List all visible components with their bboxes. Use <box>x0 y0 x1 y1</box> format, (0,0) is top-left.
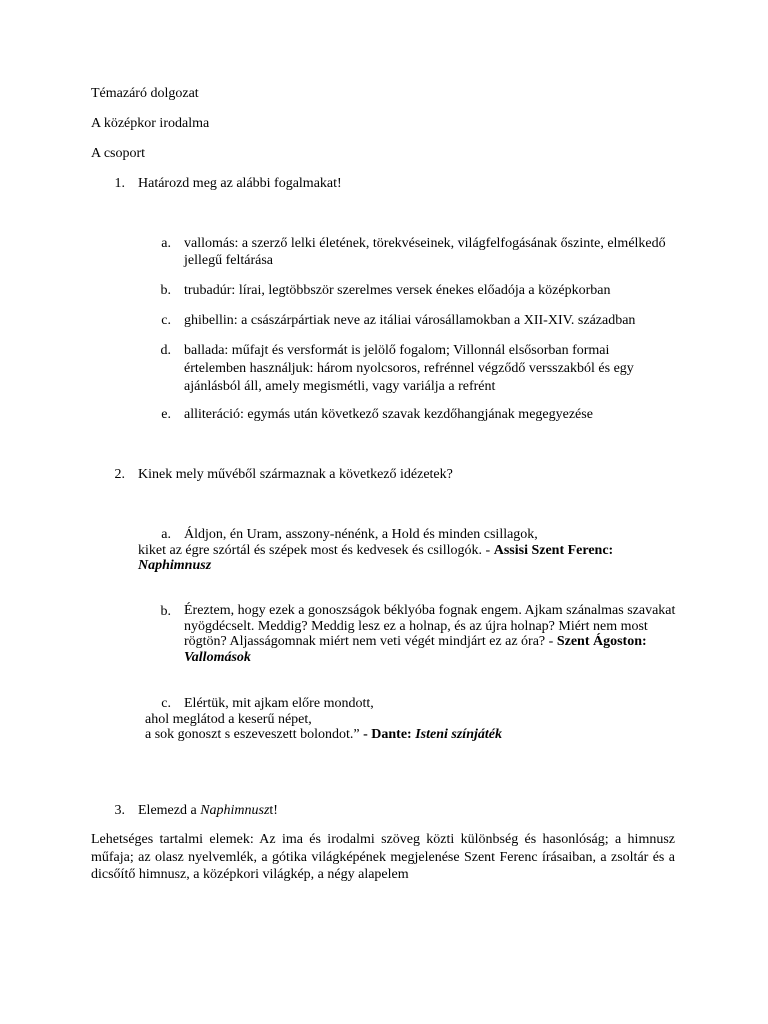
q2-c-letter: c. <box>161 696 171 711</box>
q2-prompt: Kinek mely művéből származnak a következő idézetek? <box>138 467 453 482</box>
q1-item-d-letter: d. <box>160 343 171 358</box>
document-subject: A középkor irodalma <box>91 116 210 131</box>
q3-prompt-italic: Naphimnusz <box>200 803 270 818</box>
q2-b-letter: b. <box>160 604 171 619</box>
q2-a-work: Naphimnusz <box>138 558 212 573</box>
q2-c-quote-end: a sok gonoszt s eszeveszett bolondot.” <box>145 727 364 742</box>
q1-item-c-text: ghibellin: a császárpártiak neve az itáliai városállamokban a XII-XIV. században <box>184 313 636 328</box>
q2-b-quote <box>184 603 679 665</box>
q2-a-line1: Áldjon, én Uram, asszony-nénénk, a Hold és minden csillagok, <box>184 527 538 542</box>
q1-item-e-text: alliteráció: egymás után következő szavak kezdőhangjának megegyezése <box>184 407 593 422</box>
document-title: Témazáró dolgozat <box>91 86 199 101</box>
q3-prompt-before: Elemezd a <box>138 803 201 818</box>
q1-item-a-text: vallomás: a szerző lelki életének, törekvéseinek, világfelfogásának őszinte, elmélkedő jellegű feltárása <box>184 236 666 268</box>
q2-c-line1: Elértük, mit ajkam előre mondott, <box>184 696 374 711</box>
q1-item-c-letter: c. <box>161 313 171 328</box>
q2-a-author: Assisi Szent Ferenc: <box>493 543 614 558</box>
q1-item-a-letter: a. <box>161 236 171 251</box>
q1-item-e-letter: e. <box>161 407 171 422</box>
q1-number: 1. <box>114 176 125 191</box>
q1-item-b-text: trubadúr: lírai, legtöbbször szerelmes versek énekes előadója a középkorban <box>184 283 611 298</box>
q3-number: 3. <box>114 803 125 818</box>
q2-b-work: Vallomások <box>184 649 251 665</box>
q2-a-letter: a. <box>161 527 171 542</box>
q3-answer: Lehetséges tartalmi elemek: Az ima és irodalmi szöveg közti különbség és hasonlóság; a himnusz műfaja; az olasz nyelvemlék, a gótika világképének megjelenése Szent Ferenc írásaiban, a zsoltár és a dicsőítő himnusz, a középkori világkép, a négy alapelem <box>91 832 675 882</box>
document-group: A csoport <box>91 146 146 161</box>
q2-b-author: Szent Ágoston: <box>556 634 647 649</box>
q2-c-line3 <box>145 726 502 743</box>
q2-number: 2. <box>114 467 125 482</box>
q1-prompt: Határozd meg az alábbi fogalmakat! <box>138 176 342 191</box>
q1-item-b-letter: b. <box>160 283 171 298</box>
q2-c-author: - Dante: <box>363 727 416 742</box>
q2-c-line2: ahol meglátod a keserű népet, <box>145 712 312 727</box>
q3-prompt-after: t! <box>269 803 278 818</box>
q2-a-work-line <box>138 557 211 574</box>
q3-prompt <box>138 802 278 819</box>
q2-b-text: Éreztem, hogy ezek a gonoszságok béklyóba fognak engem. Ajkam szánalmas szavakat nyögdécselt. Meddig? Meddig lesz ez a holnap, és az újra holnap? Miért nem most rögtön? Aljasságomnak miért nem veti végét mindjárt ez az óra? - <box>184 603 676 649</box>
q2-c-work: Isteni színjáték <box>415 727 502 742</box>
q1-item-d-text: ballada: műfajt és versformát is jelölő fogalom; Villonnál elsősorban formai értelemben használjuk: három nyolcsoros, refrénnel végződő versszakból és egy ajánlásból áll, amely megismétli, vagy variálja a refrént <box>184 343 634 394</box>
q2-a-quote-end: kiket az égre szórtál és szépek most és kedvesek és csillogók. - <box>138 543 494 558</box>
